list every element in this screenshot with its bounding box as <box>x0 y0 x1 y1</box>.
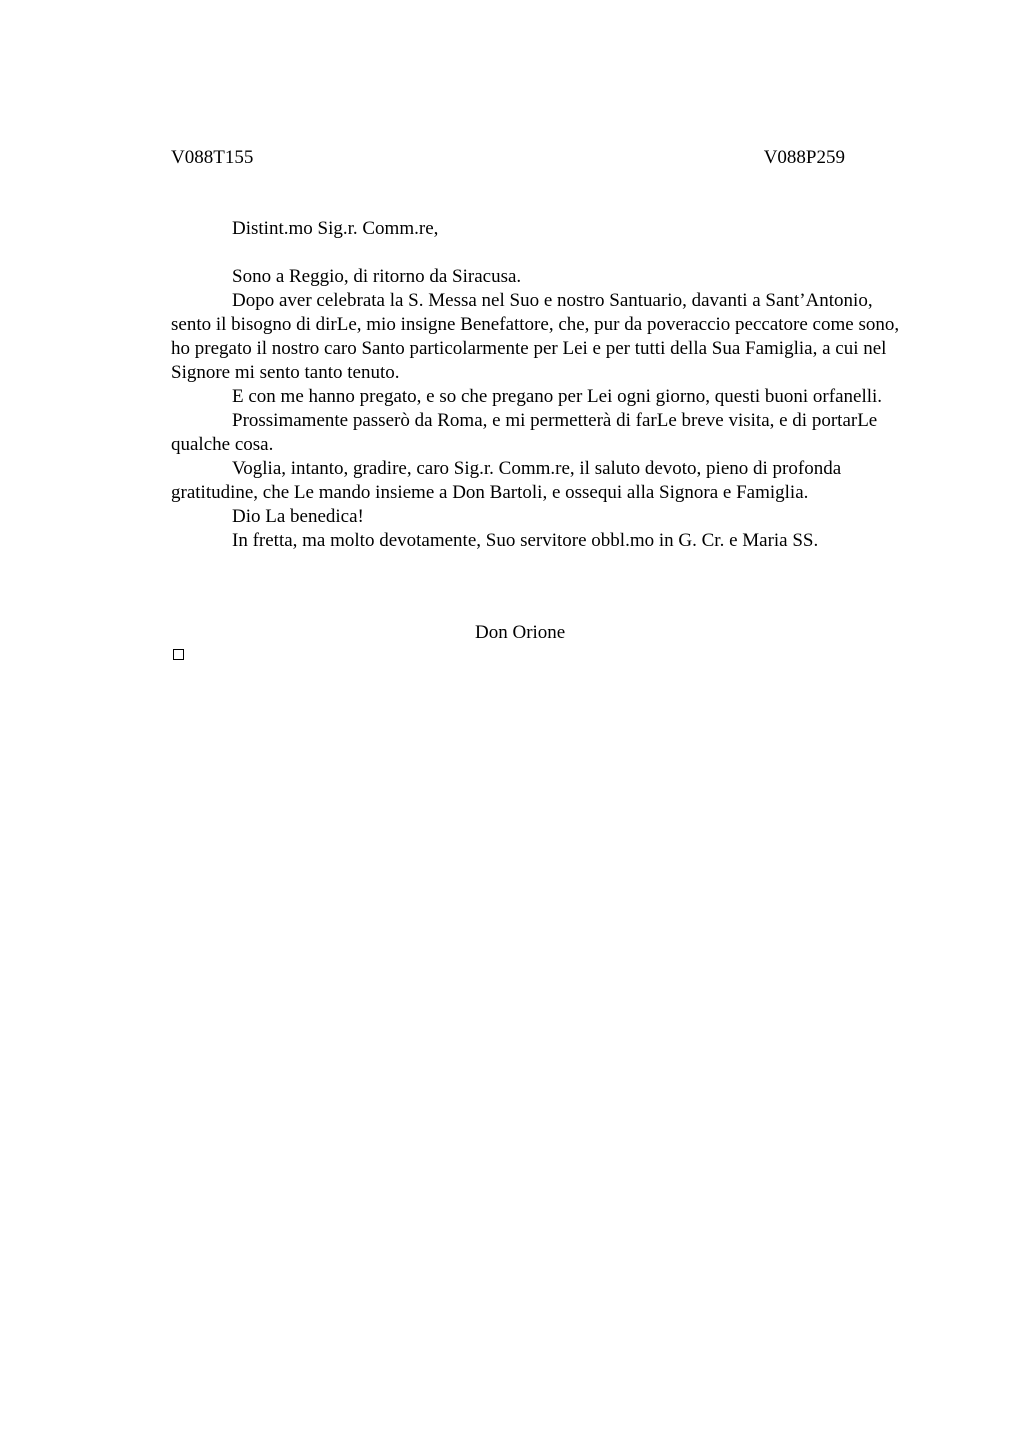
letter-signature: Don Orione <box>475 622 566 643</box>
letter-paragraph: Dio La benedica! <box>232 506 364 527</box>
letter-paragraph: Voglia, intanto, gradire, caro Sig.r. Comm.re, il saluto devoto, pieno di profonda gratitudine, che Le mando insieme a Don Bartoli, e ossequi alla Signora e Famiglia. <box>171 458 842 503</box>
paragraph-spacer <box>171 241 911 265</box>
letter-paragraph: In fretta, ma molto devotamente, Suo servitore obbl.mo in G. Cr. e Maria SS. <box>232 530 819 551</box>
letter-paragraph: Prossimamente passerò da Roma, e mi permetterà di farLe breve visita, e di portarLe qualche cosa. <box>171 410 878 455</box>
document-code-right: V088P259 <box>763 147 845 168</box>
square-outline-icon <box>173 649 184 660</box>
document-header <box>171 146 845 172</box>
letter-paragraph: Sono a Reggio, di ritorno da Siracusa. <box>232 266 522 287</box>
letter-paragraph: E con me hanno pregato, e so che pregano per Lei ogni giorno, questi buoni orfanelli. <box>232 386 883 407</box>
letter-paragraph: Dopo aver celebrata la S. Messa nel Suo e nostro Santuario, davanti a Sant’Antonio, sento il bisogno di dirLe, mio insigne Benefattore, che, pur da poveraccio peccatore come sono, ho pregato il nostro caro Santo particolarmente per Lei e per tutti della Sua Famiglia, a cui nel Signore mi sento tanto tenuto. <box>171 290 900 383</box>
letter-body <box>171 217 911 553</box>
letter-salutation: Distint.mo Sig.r. Comm.re, <box>232 218 439 239</box>
document-code-left: V088T155 <box>171 147 254 168</box>
